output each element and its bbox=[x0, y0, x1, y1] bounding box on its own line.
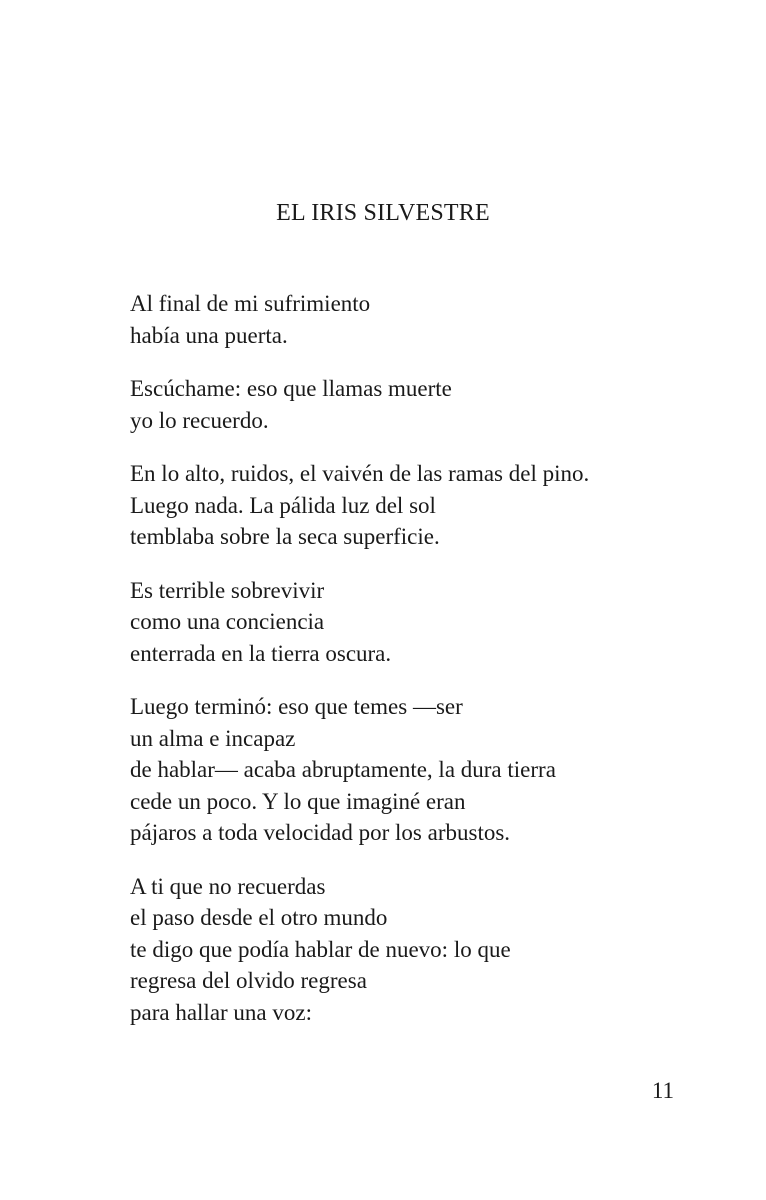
poem-line: En lo alto, ruidos, el vaivén de las ramas del pino. bbox=[130, 461, 590, 486]
stanza-3 bbox=[130, 458, 730, 553]
stanza-2 bbox=[130, 373, 730, 436]
poem-line: Es terrible sobrevivir bbox=[130, 577, 325, 603]
poem-line: Luego nada. La pálida luz del sol bbox=[130, 492, 436, 518]
poem-line: temblaba sobre la seca superficie. bbox=[130, 524, 440, 549]
poem-title: EL IRIS SILVESTRE bbox=[276, 200, 490, 226]
poem-line: de hablar— acaba abruptamente, la dura tierra bbox=[130, 757, 556, 782]
poem-line: enterrada en la tierra oscura. bbox=[130, 640, 392, 666]
stanza-5 bbox=[130, 691, 730, 849]
poem-line: te digo que podía hablar de nuevo: lo que bbox=[130, 936, 511, 962]
poem-line: pájaros a toda velocidad por los arbustos. bbox=[130, 820, 511, 845]
poem-line: para hallar una voz: bbox=[130, 999, 312, 1025]
poem-line: yo lo recuerdo. bbox=[130, 407, 269, 433]
stanza-1 bbox=[130, 288, 730, 351]
poem-line: Luego terminó: eso que temes —ser bbox=[130, 694, 463, 719]
page-number: 11 bbox=[651, 1078, 674, 1103]
poem-line: regresa del olvido regresa bbox=[130, 968, 367, 993]
poem-line: Escúchame: eso que llamas muerte bbox=[130, 376, 452, 401]
poem-line: había una puerta. bbox=[130, 322, 288, 348]
poem-line: como una conciencia bbox=[130, 609, 325, 634]
poem-line: cede un poco. Y lo que imaginé eran bbox=[130, 788, 466, 814]
poem-body bbox=[130, 288, 730, 1050]
poem-line: A ti que no recuerdas bbox=[130, 873, 326, 899]
poem-line: Al final de mi sufrimiento bbox=[130, 291, 371, 316]
stanza-6 bbox=[130, 871, 730, 1029]
poem-line: el paso desde el otro mundo bbox=[130, 905, 388, 930]
stanza-4 bbox=[130, 575, 730, 670]
poem-line: un alma e incapaz bbox=[130, 725, 296, 751]
